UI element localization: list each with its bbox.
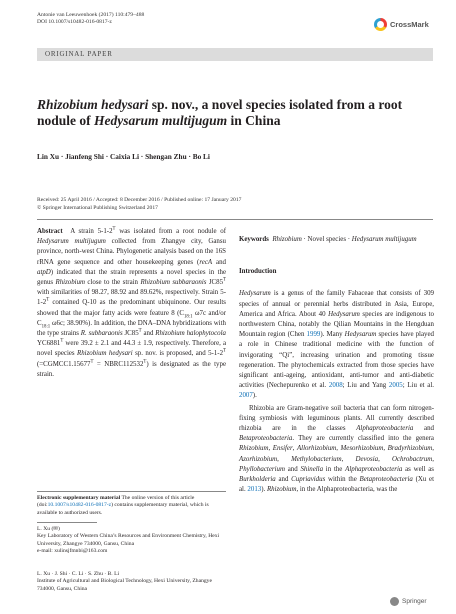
abstract-text: T [90, 359, 94, 365]
intro-text: species are indigenous to northwestern China, notably the Qilian Mountains in the Hengduan Mountain region (Chen [239, 310, 434, 339]
citation-link[interactable]: 2005 [388, 382, 403, 390]
history-dates: Received: 25 April 2016 / Accepted: 8 December 2016 / Published online: 17 January 2017 [37, 197, 242, 203]
intro-text: Betaproteobacteria [359, 476, 413, 484]
intro-text: (Xu et al. [239, 476, 434, 494]
abstract-text: with similarities of 98.27, 88.92 and 89.62%, respectively. Strain 5-1-2 [37, 289, 226, 307]
intro-text: ). [261, 486, 267, 494]
citation-link[interactable]: 1999 [306, 331, 321, 339]
intro-text: , [341, 455, 356, 463]
affiliation-address: Institute of Agricultural and Biological Technology, Hexi University, Zhangye 734000, Gansu, China [37, 578, 212, 592]
fn-rule [37, 522, 97, 523]
doi-line: DOI 10.1007/s10482-016-0817-z [37, 19, 112, 26]
title-mid: sp. nov., a novel species isolated from a root nodule of [37, 97, 403, 128]
corr-author: L. Xu (✉) [37, 526, 60, 532]
abstract-text: 18:1 [41, 324, 51, 330]
intro-text: Hedysarum [344, 331, 377, 339]
intro-text: species have played a role in Chinese traditional medicine with the function of invigorating “Qi”, increasing urination and promoting tissue regeneration. The phytochemicals extracted from those species have significant anti-ageing, antioxidant, anti-tumor and anti-diabetic activities (Nechepurenko et al. [239, 331, 434, 390]
intro-text: Cupriavidus [291, 476, 326, 484]
abstract-text: and [141, 330, 156, 338]
abstract-text: (=CGMCC1.15677 [37, 360, 91, 368]
citation-link[interactable]: 2013 [247, 486, 262, 494]
abstract-text: Rhizobium halophytocola [155, 330, 226, 338]
title-host: Hedysarum multijugum [94, 113, 228, 128]
intro-text: , [277, 455, 292, 463]
abstract-text: JC85 [206, 279, 224, 287]
keyword: Rhizobium [272, 236, 302, 243]
esm-text: ) contains supplementary material, which is available to authorized users. [37, 502, 209, 516]
citation-link[interactable]: 2008 [328, 382, 343, 390]
footnote-divider [37, 491, 226, 492]
journal-header [37, 12, 144, 26]
intro-paragraph-2 [239, 404, 434, 496]
abstract-text: T [60, 338, 64, 344]
corr-affiliation: Key Laboratory of Western China’s Resources and Environment Chemistry, Hexi University, Zhangye 734000, Gansu, China [37, 533, 220, 547]
publication-dates [37, 196, 241, 212]
abstract-text: ω7c and/or C [37, 309, 226, 327]
intro-text: Hedysarum [328, 310, 360, 318]
intro-text: Phyllobacterium [239, 465, 285, 473]
crossmark-badge[interactable] [374, 16, 434, 32]
abstract-text: recA [199, 258, 213, 266]
esm-heading: Electronic supplementary material [37, 495, 121, 501]
author-list: Lin Xu · Jianfeng Shi · Caixia Li · Shengan Zhu · Bo Li [37, 152, 210, 161]
title-species: Rhizobium hedysari [37, 97, 149, 112]
abstract-text: sp. nov. is proposed, and 5-1-2 [132, 350, 224, 358]
abstract-text: A strain 5-1-2 [70, 228, 113, 235]
abstract-text: ) indicated that the strain represents a novel species in the genus [37, 268, 226, 287]
intro-text: ; Liu et al. [402, 382, 434, 390]
intro-text: , [292, 445, 297, 453]
abstract-text: T [138, 328, 142, 334]
intro-text: . They are currently classified into the genera [292, 435, 434, 443]
journal-citation: Antonie van Leeuwenhoek (2017) 110:479–488 [37, 12, 145, 18]
intro-text: , [432, 445, 434, 453]
intro-text: and [275, 476, 292, 484]
intro-text: Allorhizobium [296, 445, 337, 453]
title-end: in China [227, 113, 281, 128]
crossmark-label: CrossMark [390, 19, 429, 29]
intro-text: ; Liu and Yang [342, 382, 389, 390]
intro-text: and [284, 465, 301, 473]
intro-text: Ensifer [272, 445, 293, 453]
abstract-text: collected from Zhangye city, Gansu province, north-west China. Phylogenetic analysis based on the 16S rRNA gene sequence and other housekeeping genes ( [37, 238, 226, 266]
intro-text: , [268, 445, 273, 453]
abstract-text: ) is designated as the type strain. [37, 360, 227, 378]
intro-text: , [336, 445, 341, 453]
citation-link[interactable]: 2007 [239, 392, 253, 400]
keywords-heading: Keywords [239, 236, 269, 243]
intro-text: Bradyrhizobium [387, 445, 433, 453]
esm-doi-link[interactable]: 10.1007/s10482-016-0817-z [47, 502, 112, 509]
publisher-name: Springer [402, 598, 427, 605]
intro-text: Alphaproteobacteria [345, 465, 403, 473]
intro-text: Burkholderia [239, 476, 276, 484]
intro-text: is a genus of the family Fabaceae that consists of 309 species of annual or perennial herbs distributed in Asia, Europe, America and Africa. About 40 [239, 290, 434, 318]
intro-text: , in the Alphaproteobacteria, was the [296, 486, 398, 494]
abstract-text: and [212, 258, 227, 266]
intro-paragraph-1 [239, 289, 434, 401]
intro-text: ). [252, 392, 257, 400]
abstract-text: contained Q-10 as the predominant ubiquinone. Our results showed that the major fatty acids were feature 8 (C [37, 299, 226, 317]
intro-text: Devosia [355, 455, 379, 463]
intro-text: Shinella [300, 465, 324, 473]
abstract-text: Rhizobium [55, 279, 85, 287]
keyword: · Novel species · [301, 236, 352, 243]
abstract-text: atpD [37, 268, 51, 276]
keyword: Hedysarum multijugum [351, 236, 417, 243]
section-label: ORIGINAL PAPER [45, 50, 113, 58]
keywords [239, 235, 434, 245]
intro-text: in the [323, 465, 346, 473]
abstract-text: Hedysarum multijugum [37, 238, 106, 246]
abstract [37, 227, 226, 380]
copyright: © Springer International Publishing Switzerland 2017 [37, 205, 158, 212]
intro-text: , [432, 455, 435, 463]
abstract-text: ω6c; 38.90%). In addition, the DNA–DNA hybridizations with the type strains [37, 319, 226, 338]
abstract-text: T [46, 298, 50, 304]
intro-text: as well as [402, 465, 434, 473]
abstract-text: T [223, 349, 226, 355]
esm-note [37, 495, 226, 517]
crossmark-icon [374, 18, 387, 31]
intro-text: Mesorhizobium [340, 445, 384, 453]
abstract-text: T [143, 359, 147, 365]
right-column [239, 227, 434, 495]
esm-text: The online version of this article (doi: [37, 495, 195, 509]
intro-heading: Introduction [239, 268, 277, 276]
corr-email[interactable]: e-mail: xulinsjfmnbi@163.com [37, 548, 108, 555]
abstract-text: T [112, 226, 116, 232]
abstract-text: YC6881 [37, 340, 61, 348]
abstract-text: was isolated from a root nodule of [115, 228, 227, 235]
abstract-text: R. subbaraonis [80, 330, 123, 338]
abstract-text: were 39.2 ± 2.1 and 44.3 ± 1.9, respectively. Therefore, a novel species [37, 340, 226, 358]
intro-text: ). Many [320, 331, 345, 339]
paper-title [37, 97, 437, 129]
intro-text: and [413, 425, 435, 433]
abstract-text: close to the strain [85, 279, 141, 287]
affiliation-authors: L. Xu · J. Shi · C. Li · S. Zhu · B. Li [37, 571, 120, 577]
intro-text: Alphaproteobacteria [356, 425, 414, 433]
intro-text: Rhizobia are Gram-negative soil bacteria that can form nitrogen-fixing symbiosis with leguminous plants. All currently described rhizobia are in the classes [239, 404, 434, 433]
abstract-text: = NBRC112532 [93, 360, 144, 368]
springer-logo-icon [390, 597, 399, 606]
intro-text: Methylobacterium [291, 455, 342, 463]
abstract-text: JC85 [122, 330, 139, 338]
intro-text: Rhizobium [266, 486, 297, 494]
divider [37, 219, 433, 220]
intro-text: Azorhizobium [239, 455, 278, 463]
intro-text: within the [325, 476, 360, 484]
intro-text: , [383, 445, 388, 453]
abstract-text: T [223, 277, 226, 283]
intro-text: Betaproteobacteria [239, 435, 293, 443]
affiliations [37, 571, 226, 593]
intro-text: , [378, 455, 392, 463]
intro-text: Hedysarum [239, 290, 271, 298]
abstract-text: Rhizobium hedysari [77, 350, 133, 358]
intro-text: Ochrobactrum [391, 455, 433, 463]
abstract-heading: Abstract [37, 228, 63, 235]
correspondence [37, 522, 226, 556]
intro-text: Rhizobium [239, 445, 269, 453]
abstract-text: 18:1 [183, 314, 193, 319]
publisher-footer [390, 597, 427, 606]
abstract-text: Rhizobium subbaraonis [140, 279, 207, 287]
